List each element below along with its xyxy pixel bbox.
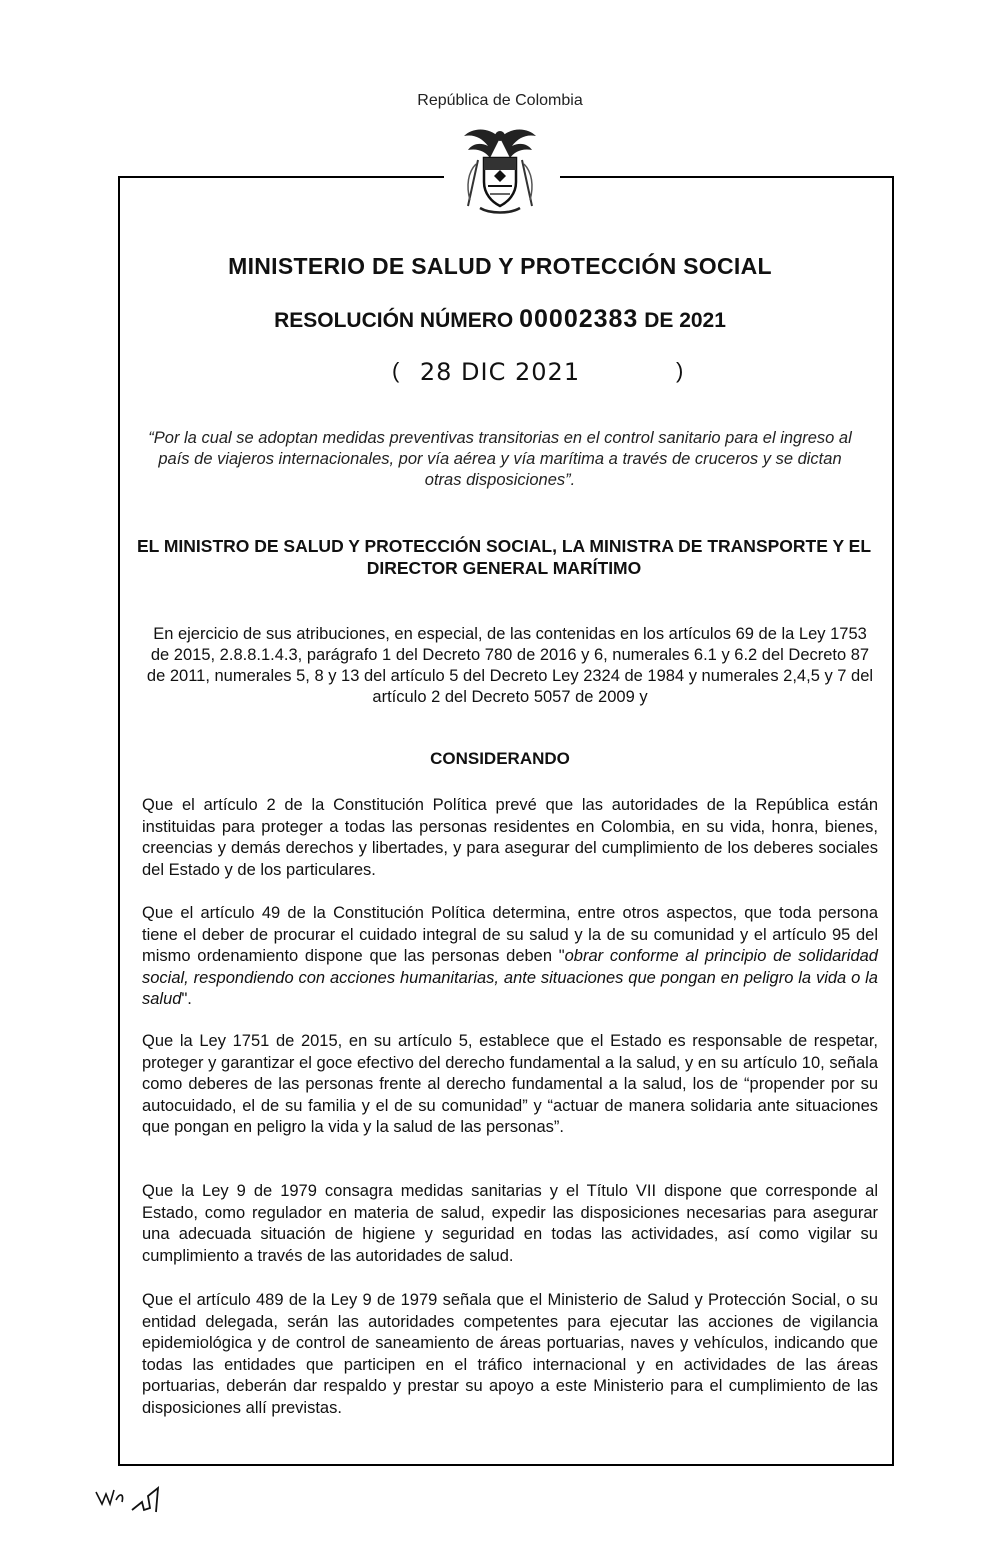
frame-top-right-rule	[560, 176, 892, 178]
resolution-date-row	[0, 358, 1000, 387]
paragraph-2-text: Que el artículo 49 de la Constitución Política determina, entre otros aspectos, que toda persona tiene el deber de procurar el cuidado integral de su salud y la de su comunidad y el artículo 95 del mismo ordenamiento dispone que las personas deben "	[142, 904, 878, 965]
resolution-year: DE 2021	[644, 309, 726, 332]
resolution-date-stamp: 28 DIC 2021	[419, 358, 581, 386]
resolution-number: 00002383	[519, 305, 639, 333]
date-close-paren: )	[676, 358, 684, 383]
country-name: República de Colombia	[417, 92, 583, 109]
frame-top-left-rule	[118, 176, 444, 178]
issuing-authority: EL MINISTRO DE SALUD Y PROTECCIÓN SOCIAL, LA MINISTRA DE TRANSPORTE Y EL DIRECTOR GENERAL MARÍTIMO	[136, 536, 872, 578]
considerando-paragraph-5: Que el artículo 489 de la Ley 9 de 1979 señala que el Ministerio de Salud y Protección Social, o su entidad delegada, serán las autoridades competentes para ejecutar las acciones de vigilancia epidemiológica y de control de saneamiento de áreas portuarias, naves y vehículos, indicando que todas las entidades que participen en el tráfico internacional y en actividades de las áreas portuarias, deberán dar respaldo y prestar su apoyo a este Ministerio para el cumplimiento de las disposiciones allí previstas.	[142, 1291, 878, 1417]
considerando-paragraph-1: Que el artículo 2 de la Constitución Política prevé que las autoridades de la República están instituidas para proteger a todas las personas residentes en Colombia, en su vida, honra, bienes, creencias y demás derechos y libertades, y para asegurar del cumplimiento de los deberes sociales del Estado y de los particulares.	[142, 796, 878, 879]
considerando-heading: CONSIDERANDO	[430, 749, 570, 768]
resolution-title: “Por la cual se adoptan medidas preventivas transitorias en el control sanitario para el ingreso al país de viajeros internacionales, por vía aérea y vía marítima a través de cruceros y se dictan otras disposiciones”.	[148, 429, 852, 489]
date-open-paren: (	[392, 358, 400, 383]
considerando-paragraph-2	[142, 903, 878, 1011]
handwritten-initials-icon	[92, 1478, 182, 1518]
preamble-text: En ejercicio de sus atribuciones, en especial, de las contenidas en los artículos 69 de la Ley 1753 de 2015, 2.8.8.1.4.3, parágrafo 1 del Decreto 780 de 2016 y 6, numerales 6.1 y 6.2 del Decreto 87 de 2011, numerales 5, 8 y 13 del artículo 5 del Decreto Ley 2324 de 1984 y numerales 2,4,5 y 7 del artículo 2 del Decreto 5057 de 2009 y	[146, 625, 874, 706]
paragraph-2-quote: obrar conforme al principio de solidaridad social, respondiendo con acciones humanitarias, ante situaciones que pongan en peligro la vida o la salud	[142, 947, 878, 1008]
ministry-heading: MINISTERIO DE SALUD Y PROTECCIÓN SOCIAL	[228, 253, 772, 279]
considerando-paragraph-4: Que la Ley 9 de 1979 consagra medidas sanitarias y el Título VII dispone que corresponde al Estado, como regulador en materia de salud, expedir las disposiciones necesarias para asegurar una adecuada situación de higiene y seguridad en todas las actividades, así como vigilar su cumplimiento a través de las autoridades de salud.	[142, 1182, 878, 1265]
considerando-paragraph-3: Que la Ley 1751 de 2015, en su artículo 5, establece que el Estado es responsable de respetar, proteger y garantizar el goce efectivo del derecho fundamental a la salud, y en su artículo 10, señala como deberes de las personas frente al derecho fundamental a la salud, los de “propender por su autocuidado, el de su familia y el de su comunidad” y “actuar de manera solidaria ante situaciones que pongan en peligro la vida y la salud de las personas”.	[142, 1032, 878, 1136]
resolution-prefix: RESOLUCIÓN NÚMERO	[274, 309, 514, 332]
paragraph-2-end: ".	[181, 990, 192, 1008]
resolution-line	[0, 305, 1000, 334]
